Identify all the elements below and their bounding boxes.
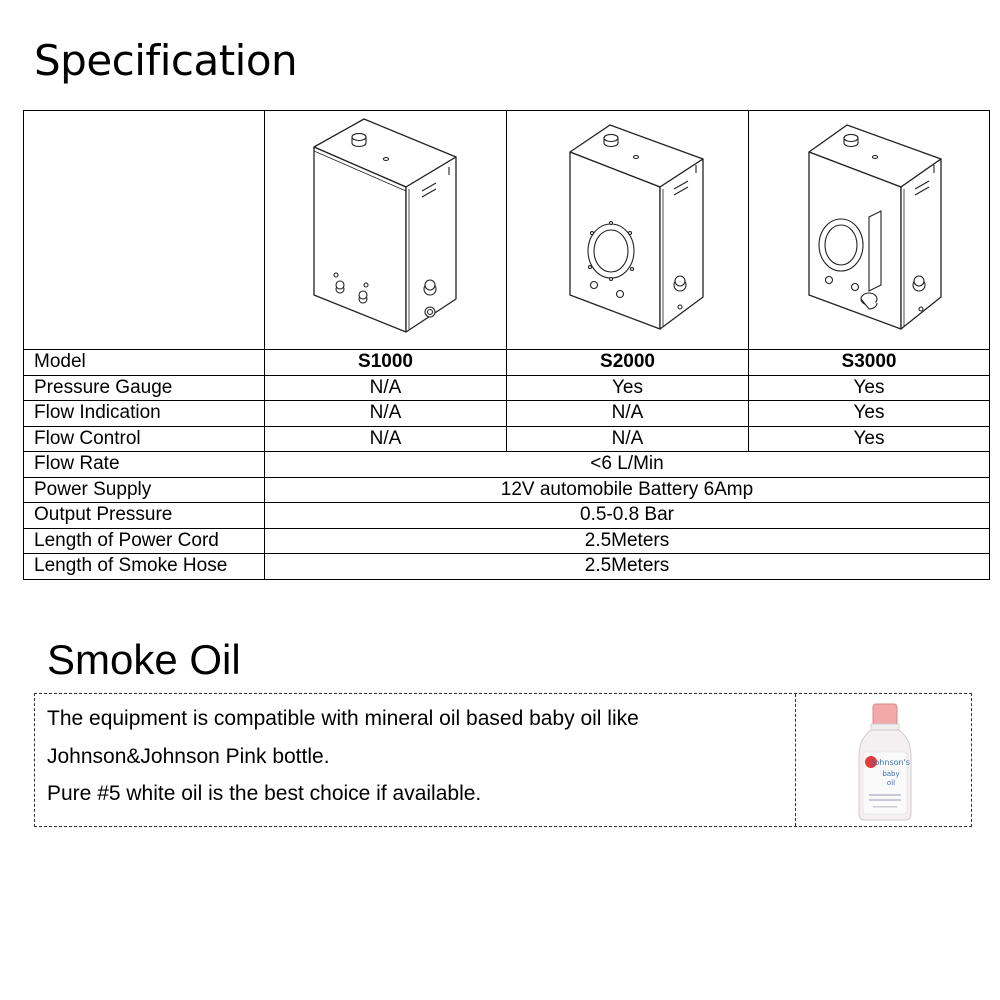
bottle-line2: oil (886, 779, 896, 787)
cell-value: N/A (507, 401, 749, 427)
bottle-brand: Johnson's (872, 758, 910, 767)
bottle-line1: baby (882, 770, 900, 778)
cell-value: 2.5Meters (265, 554, 990, 580)
model-s3000: S3000 (749, 350, 990, 376)
s3000-image-cell (749, 111, 990, 350)
row-flow-control (24, 426, 990, 452)
spec-table (23, 110, 990, 580)
row-smoke-hose (24, 554, 990, 580)
smoke-oil-title: Smoke Oil (47, 636, 241, 683)
cell-value: 0.5-0.8 Bar (265, 503, 990, 529)
row-output-pressure (24, 503, 990, 529)
row-label: Flow Indication (24, 401, 265, 427)
s1000-drawing (306, 117, 466, 337)
oil-text-line: Johnson&Johnson Pink bottle. (47, 744, 330, 768)
cell-value: Yes (749, 375, 990, 401)
spec-title: Specification (34, 36, 298, 85)
oil-text-line: Pure #5 white oil is the best choice if available. (47, 782, 482, 805)
s2000-drawing (548, 117, 708, 337)
row-pressure-gauge (24, 375, 990, 401)
image-row (24, 111, 990, 350)
cell-value: 12V automobile Battery 6Amp (265, 477, 990, 503)
model-s2000: S2000 (507, 350, 749, 376)
s2000-image-cell (507, 111, 749, 350)
cell-value: Yes (749, 426, 990, 452)
row-power-supply (24, 477, 990, 503)
cell-value: Yes (749, 401, 990, 427)
empty-header-cell (24, 111, 265, 350)
cell-value: N/A (265, 426, 507, 452)
cell-value: N/A (507, 426, 749, 452)
row-label: Length of Power Cord (24, 528, 265, 554)
cell-value: N/A (265, 375, 507, 401)
smoke-oil-box (34, 693, 972, 827)
row-label: Pressure Gauge (24, 375, 265, 401)
cell-value: N/A (265, 401, 507, 427)
row-label: Output Pressure (24, 503, 265, 529)
row-label: Model (24, 350, 265, 376)
row-flow-indication (24, 401, 990, 427)
row-label: Flow Rate (24, 452, 265, 478)
row-label: Flow Control (24, 426, 265, 452)
row-label: Power Supply (24, 477, 265, 503)
row-flow-rate (24, 452, 990, 478)
model-s1000: S1000 (265, 350, 507, 376)
smoke-oil-text (47, 700, 639, 813)
oil-text-line: The equipment is compatible with mineral oil based baby oil like (47, 707, 639, 730)
s1000-image-cell (265, 111, 507, 350)
cell-value: 2.5Meters (265, 528, 990, 554)
cell-value: Yes (507, 375, 749, 401)
row-model (24, 350, 990, 376)
s3000-drawing (789, 117, 949, 337)
row-label: Length of Smoke Hose (24, 554, 265, 580)
baby-oil-bottle-image (855, 702, 915, 822)
box-divider (795, 694, 796, 826)
row-power-cord (24, 528, 990, 554)
cell-value: <6 L/Min (265, 452, 990, 478)
